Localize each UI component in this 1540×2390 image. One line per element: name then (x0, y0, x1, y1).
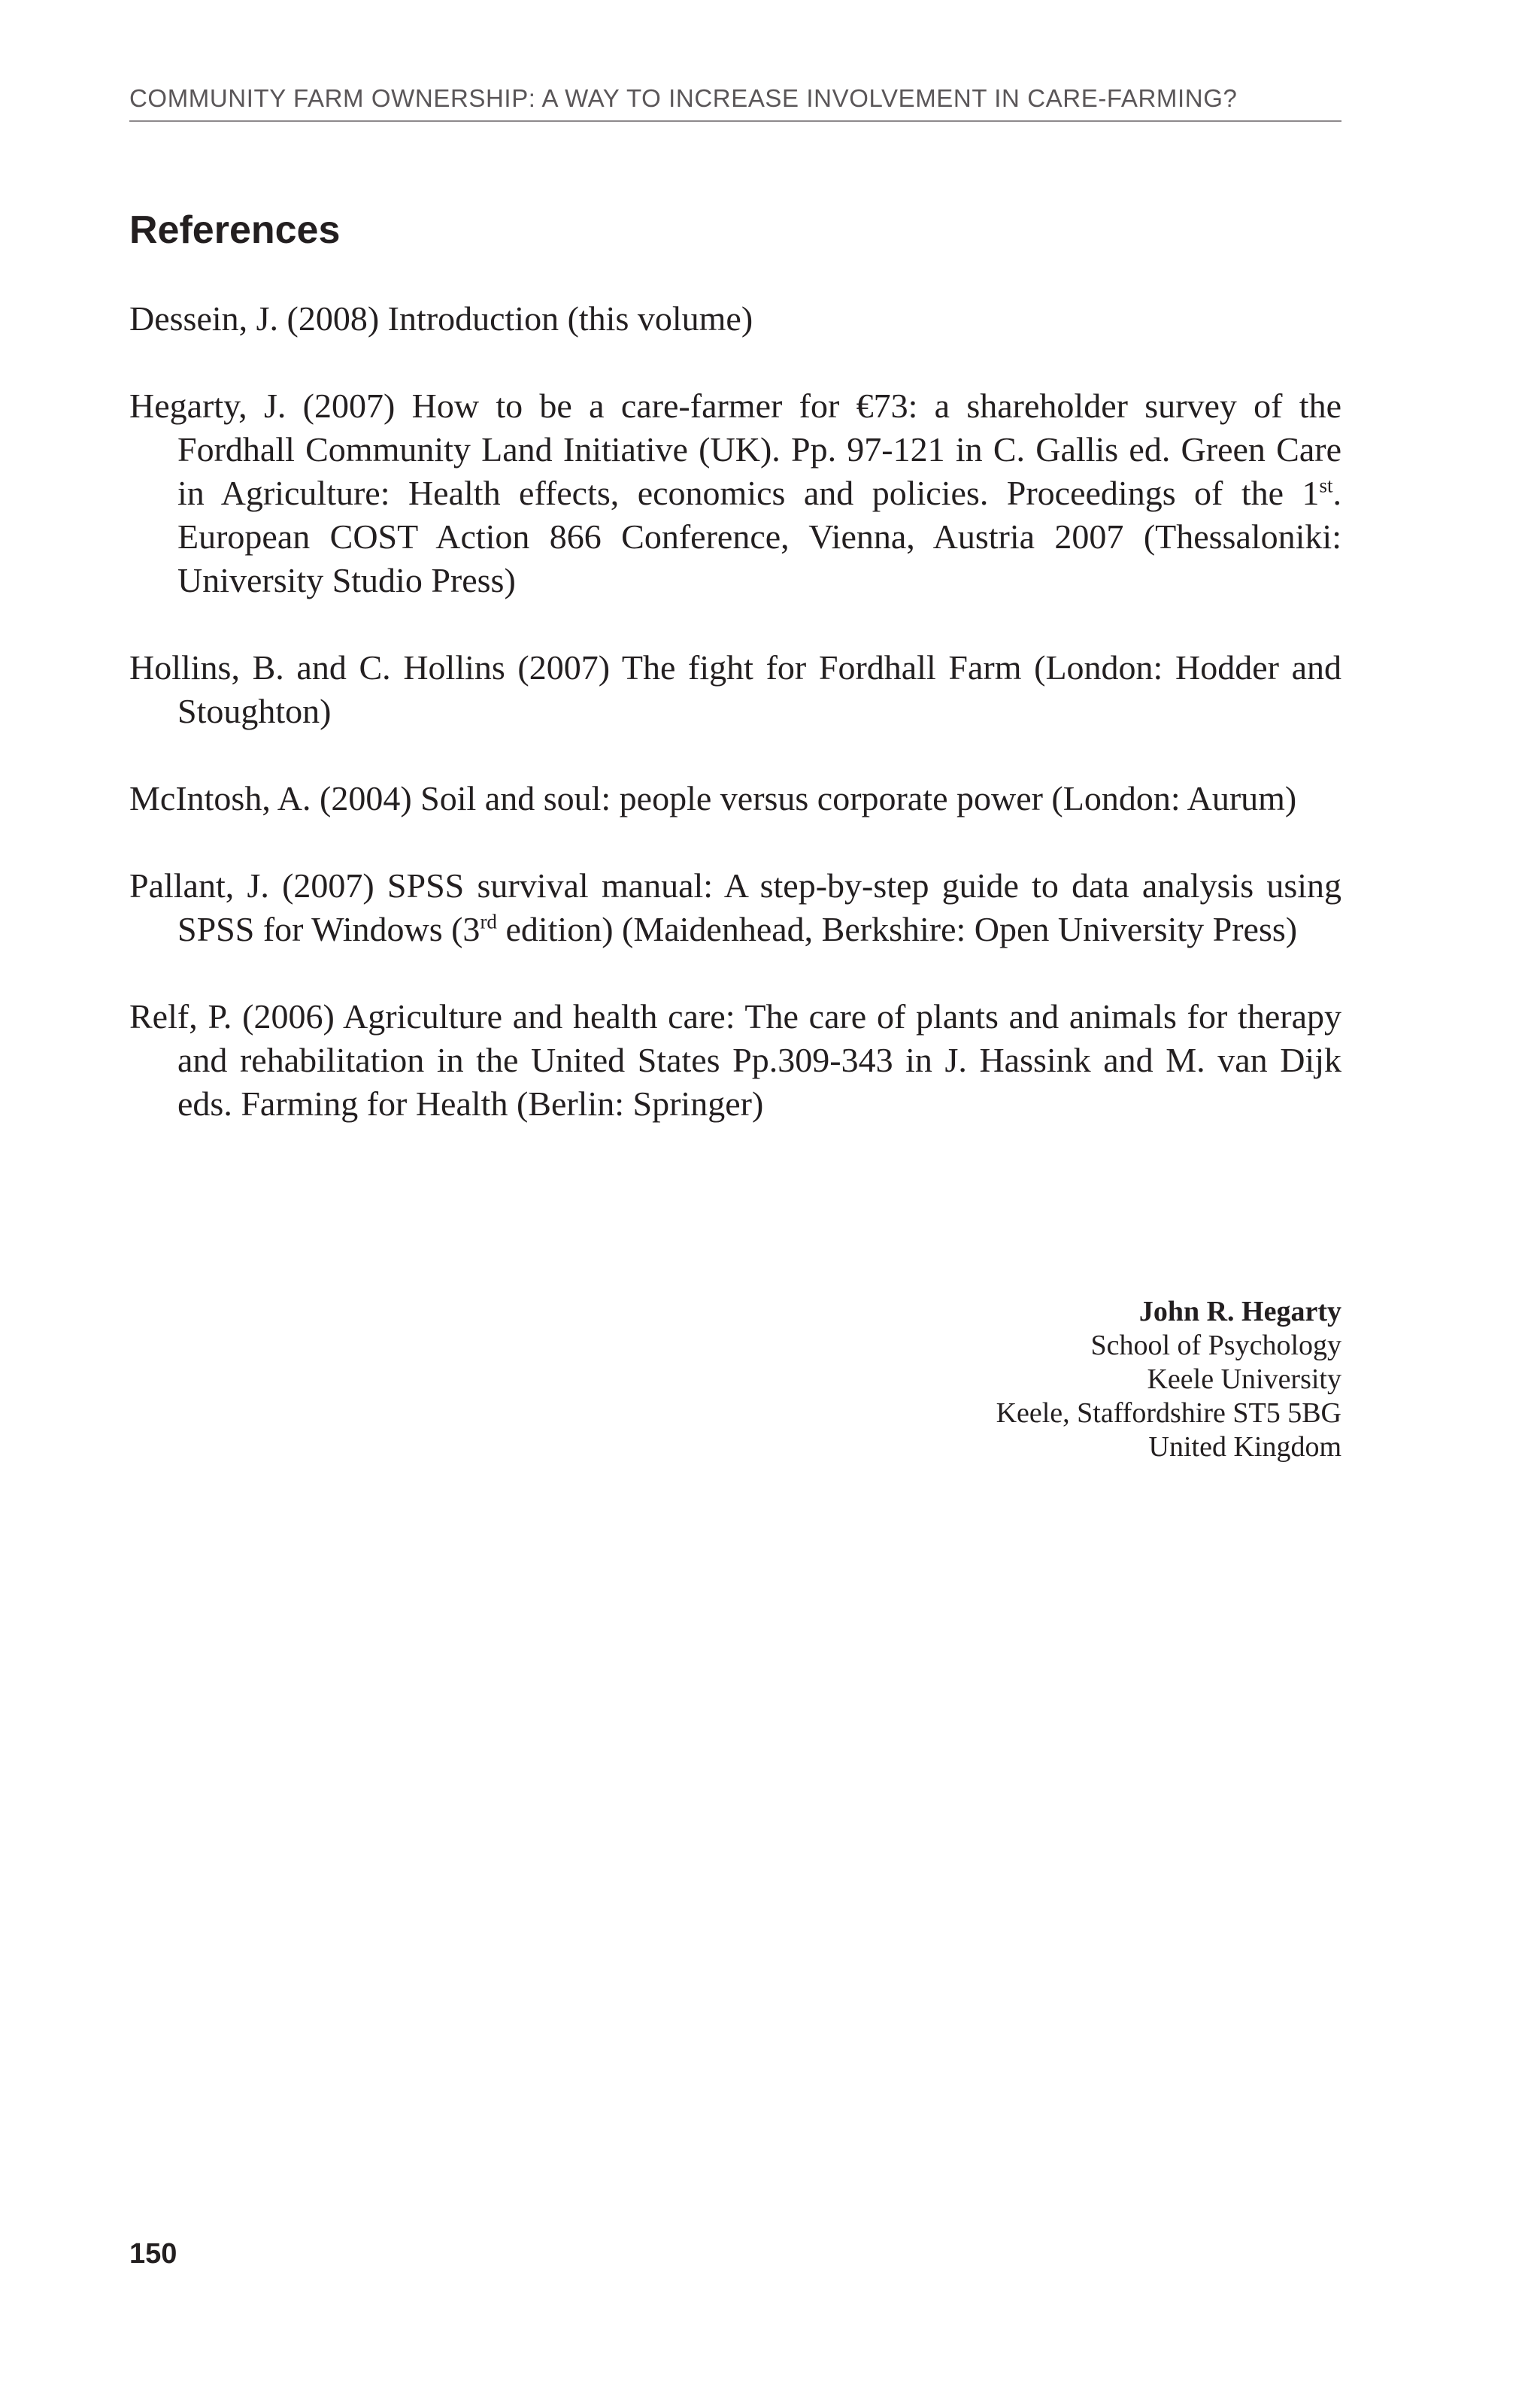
author-institution: Keele University (1147, 1363, 1341, 1395)
author-affiliation (665, 1295, 1341, 1464)
reference-entry-hegarty (129, 384, 1341, 602)
reference-entry-pallant (129, 864, 1341, 951)
page-number: 150 (129, 2238, 177, 2270)
author-department: School of Psychology (1090, 1330, 1341, 1361)
reference-entry-dessein (129, 297, 1341, 341)
ordinal-superscript: st (1319, 474, 1333, 497)
reference-entry-hollins (129, 646, 1341, 733)
reference-entry-relf (129, 995, 1341, 1126)
section-heading: References (129, 208, 341, 252)
reference-text-continued: edition) (Maidenhead, Berkshire: Open University Press) (496, 910, 1298, 948)
author-address: Keele, Staffordshire ST5 5BG (996, 1397, 1341, 1429)
reference-text-continued: . European COST Action 866 Conference, Vienna, Austria 2007 (Thessaloniki: University Studio Press) (177, 474, 1341, 599)
reference-text: Hollins, B. and C. Hollins (2007) The fight for Fordhall Farm (London: Hodder and Stoughton) (129, 648, 1341, 730)
ordinal-superscript: rd (480, 910, 497, 933)
reference-text: Relf, P. (2006) Agriculture and health care: The care of plants and animals for therapy and rehabilitation in the United States Pp.309-343 in J. Hassink and M. van Dijk eds. Farming for Health (Berlin: Springer) (129, 997, 1341, 1123)
reference-entry-mcintosh (129, 777, 1341, 820)
reference-text: Hegarty, J. (2007) How to be a care-farmer for €73: a shareholder survey of the Fordhall Community Land Initiative (UK). Pp. 97-121 in C. Gallis ed. Green Care in Agriculture: Health effects, economics and policies. Proceedings of the 1 (129, 387, 1341, 512)
author-name: John R. Hegarty (1138, 1296, 1341, 1327)
header-rule (129, 120, 1341, 122)
author-country: United Kingdom (1148, 1431, 1341, 1463)
reference-list (129, 297, 1341, 1126)
reference-text: Pallant, J. (2007) SPSS survival manual: A step-by-step guide to data analysis using SPSS for Windows (3 (129, 866, 1341, 948)
reference-text: McIntosh, A. (2004) Soil and soul: people versus corporate power (London: Aurum) (129, 779, 1297, 817)
running-header: COMMUNITY FARM OWNERSHIP: A WAY TO INCREASE INVOLVEMENT IN CARE-FARMING? (129, 84, 1238, 112)
reference-text: Dessein, J. (2008) Introduction (this volume) (129, 299, 753, 338)
